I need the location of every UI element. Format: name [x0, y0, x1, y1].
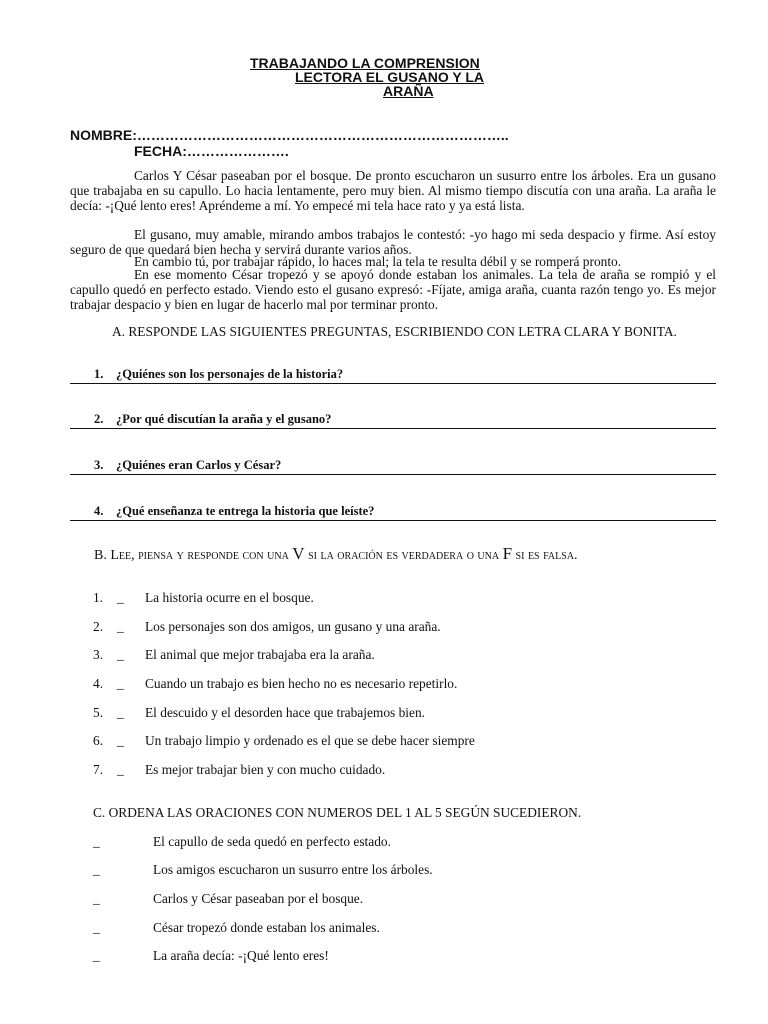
question-line[interactable]	[70, 367, 716, 384]
question-text: ¿Quiénes son los personajes de la historia?	[116, 367, 344, 381]
answer-blank[interactable]: _	[117, 733, 124, 748]
question-number: 4.	[94, 504, 104, 518]
order-blank[interactable]: _	[93, 948, 100, 963]
item-number: 7.	[93, 762, 104, 777]
question-text: ¿Quiénes eran Carlos y César?	[116, 458, 282, 472]
answer-blank[interactable]: _	[117, 590, 124, 605]
order-text: La araña decía: -¡Qué lento eres!	[153, 948, 329, 963]
answer-blank[interactable]: _	[117, 705, 124, 720]
true-false-item	[93, 733, 475, 749]
question-number: 2.	[94, 412, 104, 426]
item-number: 6.	[93, 733, 104, 748]
true-false-item	[93, 762, 385, 778]
question-number: 1.	[94, 367, 104, 381]
item-text: Es mejor trabajar bien y con mucho cuidado.	[145, 762, 386, 777]
question-line[interactable]	[70, 504, 716, 521]
section-c-heading: C. ORDENA LAS ORACIONES CON NUMEROS DEL 1 AL 5 SEGÚN SUCEDIERON.	[93, 805, 582, 820]
order-text: César tropezó donde estaban los animales.	[153, 920, 380, 935]
order-text: El capullo de seda quedó en perfecto estado.	[153, 834, 391, 849]
story-paragraph-1: Carlos Y César paseaban por el bosque. De pronto escucharon un susurro entre los árboles. Era un gusano que trabajaba en su capullo. Lo hacia lentamente, pero muy bien. Al mismo tiempo discutía con una araña. La araña le decía: -¡Qué lento eres! Apréndeme a mí. Yo empecé mi tela hace rato y ya está lista.	[70, 168, 716, 213]
section-b-prefix: B. Lee, piensa y responde con una	[94, 548, 293, 563]
order-text: Los amigos escucharon un susurro entre los árboles.	[153, 862, 433, 877]
question-text: ¿Qué enseñanza te entrega la historia que leíste?	[116, 504, 375, 518]
answer-blank[interactable]: _	[117, 619, 124, 634]
item-text: El animal que mejor trabajaba era la araña.	[145, 647, 375, 662]
answer-blank[interactable]: _	[117, 647, 124, 662]
item-number: 2.	[93, 619, 104, 634]
section-b-suffix: si es falsa.	[512, 548, 578, 563]
order-blank[interactable]: _	[93, 891, 100, 906]
story-paragraph-3: En cambio tú, por trabajar rápido, lo haces mal; la tela te resulta débil y se romperá pronto.	[134, 254, 622, 269]
question-number: 3.	[94, 458, 104, 472]
worksheet-title-line-2: LECTORA EL GUSANO Y LA	[295, 69, 485, 85]
true-false-item	[93, 590, 314, 606]
item-text: Un trabajo limpio y ordenado es el que se debe hacer siempre	[145, 733, 475, 748]
order-text: Carlos y César paseaban por el bosque.	[153, 891, 364, 906]
nombre-field[interactable]: NOMBRE:……………………………………………………………………..	[70, 127, 509, 143]
question-text: ¿Por qué discutían la araña y el gusano?	[116, 412, 332, 426]
order-item	[93, 862, 433, 878]
question-line[interactable]	[70, 412, 716, 429]
section-a-heading: A. RESPONDE LAS SIGUIENTES PREGUNTAS, ESCRIBIENDO CON LETRA CLARA Y BONITA.	[112, 324, 677, 339]
worksheet-title-line-1: TRABAJANDO LA COMPRENSION	[250, 55, 480, 71]
order-item	[93, 948, 329, 964]
true-false-item	[93, 705, 425, 721]
item-number: 1.	[93, 590, 104, 605]
item-text: La historia ocurre en el bosque.	[145, 590, 314, 605]
section-b-heading	[94, 546, 714, 564]
item-number: 4.	[93, 676, 104, 691]
true-false-item	[93, 676, 457, 692]
item-number: 5.	[93, 705, 104, 720]
item-text: El descuido y el desorden hace que trabajemos bien.	[145, 705, 425, 720]
question-line[interactable]	[70, 458, 716, 475]
order-item	[93, 920, 380, 936]
true-false-item	[93, 619, 441, 635]
story-paragraph-4: En ese momento César tropezó y se apoyó donde estaban los animales. La tela de araña se rompió y el capullo quedó en perfecto estado. Viendo esto el gusano expresó: -Fíjate, amiga araña, cuanta razón tengo yo. Es mejor trabajar despacio y bien en lugar de hacerlo mal por terminar pronto.	[70, 267, 716, 312]
true-false-item	[93, 647, 375, 663]
false-letter: F	[502, 544, 513, 563]
order-blank[interactable]: _	[93, 862, 100, 877]
answer-blank[interactable]: _	[117, 762, 124, 777]
item-text: Cuando un trabajo es bien hecho no es necesario repetirlo.	[145, 676, 458, 691]
order-item	[93, 834, 391, 850]
order-blank[interactable]: _	[93, 834, 100, 849]
answer-blank[interactable]: _	[117, 676, 124, 691]
true-letter: V	[292, 544, 305, 563]
fecha-field[interactable]: FECHA:………………….	[134, 143, 289, 159]
item-number: 3.	[93, 647, 104, 662]
worksheet-title-line-3: ARAÑA	[383, 83, 434, 99]
story-paragraph-2: El gusano, muy amable, mirando ambos trabajos le contestó: -yo hago mi seda despacio y firme. Así estoy seguro de que quedará bien hecha y servirá durante varios años.	[70, 227, 716, 257]
section-b-middle: si la oración es verdadera o una	[304, 548, 503, 563]
order-blank[interactable]: _	[93, 920, 100, 935]
order-item	[93, 891, 363, 907]
item-text: Los personajes son dos amigos, un gusano y una araña.	[145, 619, 441, 634]
